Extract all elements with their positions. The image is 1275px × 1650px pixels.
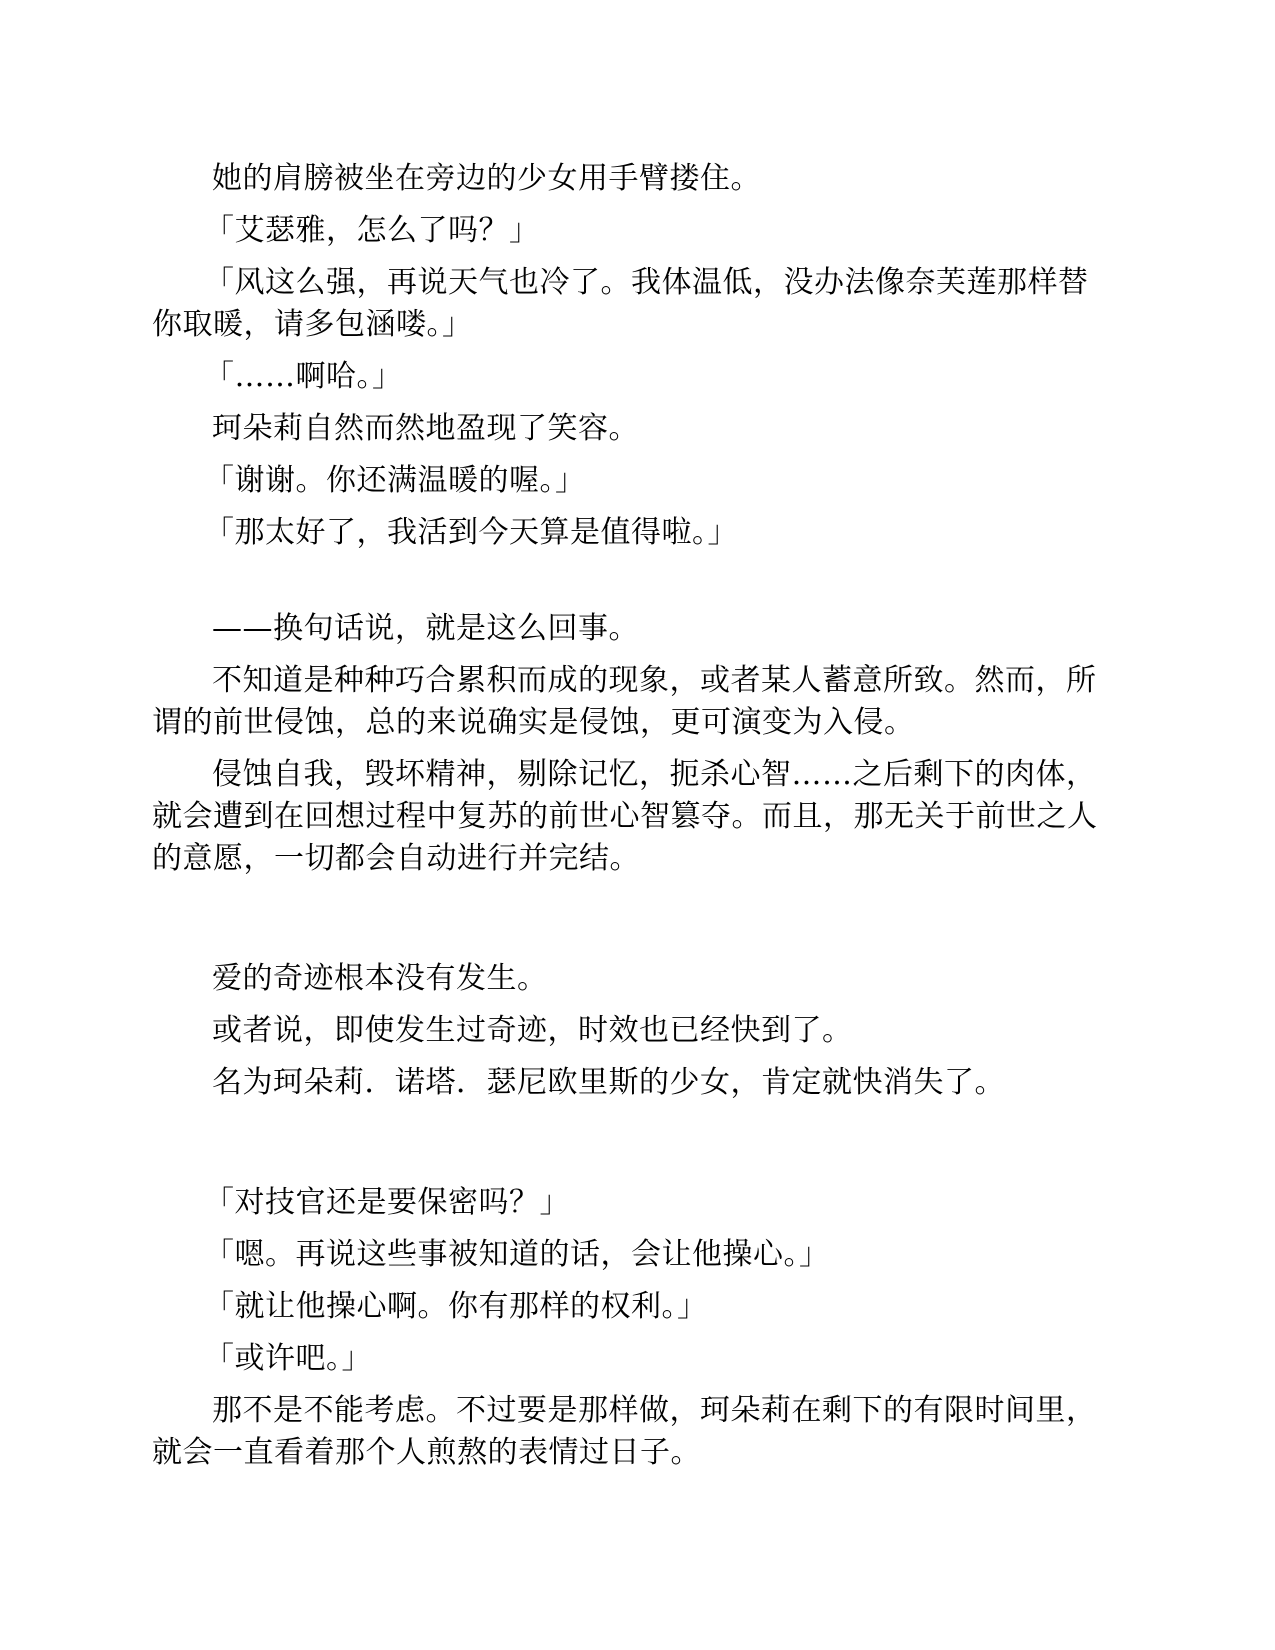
scene-break	[152, 1114, 1112, 1182]
paragraph: 或者说，即使发生过奇迹，时效也已经快到了。	[212, 1013, 853, 1048]
paragraph: 侵蚀自我，毁坏精神，剔除记忆，扼杀心智……之后剩下的肉体，就会遭到在回想过程中复苏的前世心智篡夺。而且，那无关于前世之人的意愿，一切都会自动进行并完结。	[152, 757, 1098, 876]
dialogue-line: 「……啊哈。」	[204, 359, 403, 394]
paragraph: 那不是不能考虑。不过要是那样做，珂朵莉在剩下的有限时间里，就会一直看着那个人煎熬的表情过日子。	[152, 1393, 1097, 1470]
dialogue-line: 「对技官还是要保密吗？」	[204, 1185, 570, 1220]
dialogue-line: 「艾瑟雅，怎么了吗？」	[204, 213, 540, 248]
paragraph: 不知道是种种巧合累积而成的现象，或者某人蓄意所致。然而，所谓的前世侵蚀，总的来说确实是侵蚀，更可演变为入侵。	[152, 663, 1097, 740]
paragraph: ——换句话说，就是这么回事。	[212, 611, 639, 646]
paragraph: 珂朵莉自然而然地盈现了笑容。	[212, 411, 639, 446]
dialogue-line: 「嗯。再说这些事被知道的话，会让他操心。」	[204, 1237, 830, 1272]
dialogue-line: 「谢谢。你还满温暖的喔。」	[204, 463, 586, 498]
dialogue-line: 「或许吧。」	[204, 1341, 372, 1376]
paragraph: 名为珂朵莉．诺塔．瑟尼欧里斯的少女，肯定就快消失了。	[212, 1065, 1005, 1100]
scene-break	[152, 564, 1112, 608]
dialogue-line: 「那太好了，我活到今天算是值得啦。」	[204, 515, 738, 550]
dialogue-line: 「风这么强，再说天气也冷了。我体温低，没办法像奈芙莲那样替你取暖，请多包涵喽。」	[152, 265, 1089, 342]
dialogue-line: 「就让他操心啊。你有那样的权利。」	[204, 1289, 708, 1324]
paragraph: 她的肩膀被坐在旁边的少女用手臂搂住。	[212, 161, 761, 196]
paragraph: 爱的奇迹根本没有发生。	[212, 961, 548, 996]
text-body	[152, 158, 1112, 1484]
scene-break	[152, 890, 1112, 958]
